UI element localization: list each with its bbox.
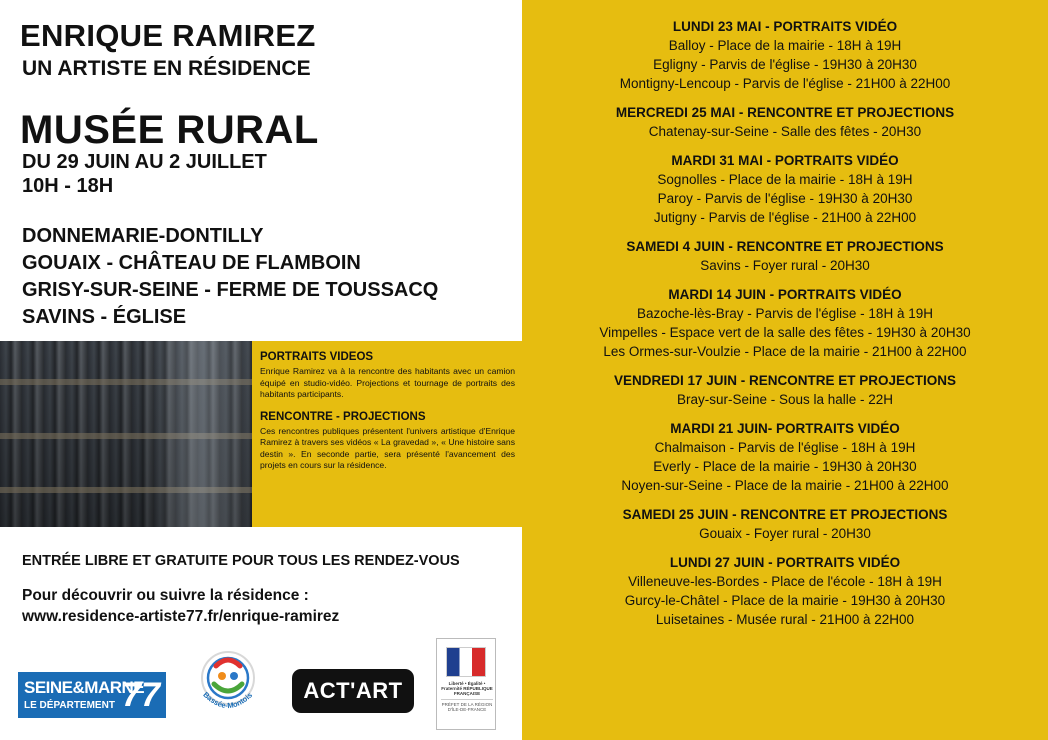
schedule-line: Savins - Foyer rural - 20H30 [700,258,870,273]
schedule-line: Chatenay-sur-Seine - Salle des fêtes - 20H30 [648,124,922,139]
schedule-title: LUNDI 27 JUIN - PORTRAITS VIDÉO [669,555,901,570]
schedule-title: SAMEDI 4 JUIN - RENCONTRE ET PROJECTIONS [626,239,944,254]
logo-text: LE DÉPARTEMENT [24,700,115,711]
schedule-line: Les Ormes-sur-Voulzie - Place de la mairie - 21H00 à 22H00 [603,344,967,359]
schedule-line: Bazoche-lès-Bray - Parvis de l'église - 18H à 19H [637,306,933,321]
schedule-title: VENDREDI 17 JUIN - RENCONTRE ET PROJECTIONS [613,373,957,388]
portraits-description: Enrique Ramirez va à la rencontre des habitants avec un camion équipé en studio-vidéo. Projections et tournage de portraits des habitants participants. [260,366,515,399]
artist-subtitle: UN ARTISTE EN RÉSIDENCE [22,57,311,80]
rencontre-heading: RENCONTRE - PROJECTIONS [260,410,426,423]
schedule-line: Egligny - Parvis de l'église - 19H30 à 20H30 [653,57,917,72]
rencontre-description: Ces rencontres publiques présentent l'univers artistique d'Enrique Ramirez à travers ses vidéos « La gravedad », « Une histoire sans destin ». En seconde partie, sera présenté l'avancement des projets en cours sur la résidence. [260,425,515,470]
schedule-title: MARDI 14 JUIN - PORTRAITS VIDÉO [668,287,902,302]
schedule-title: MARDI 21 JUIN- PORTRAITS VIDÉO [670,421,900,436]
schedule-list [522,17,1048,639]
schedule-line: Gurcy-le-Châtel - Place de la mairie - 19H30 à 20H30 [624,593,946,608]
artist-name: ENRIQUE RAMIREZ [20,18,316,53]
schedule-panel [522,0,1048,740]
prefecture-logo [436,638,496,730]
logo-number: 77 [122,676,160,714]
info-band [0,341,522,527]
residence-link[interactable]: www.residence-artiste77.fr/enrique-ramirez [22,608,340,625]
photo-window-light [150,341,250,527]
schedule-block [522,285,1048,361]
schedule-title: LUNDI 23 MAI - PORTRAITS VIDÉO [672,19,898,34]
schedule-block [522,371,1048,409]
schedule-line: Montigny-Lencoup - Parvis de l'église - 21H00 à 22H00 [619,76,951,91]
republique-text: Liberté • Égalité • Fraternité RÉPUBLIQUE FRANÇAISE [441,681,493,696]
schedule-title: MARDI 31 MAI - PORTRAITS VIDÉO [671,153,899,168]
info-text [260,351,515,482]
actart-logo: ACT'ART [292,669,414,713]
schedule-block [522,419,1048,495]
schedule-line: Balloy - Place de la mairie - 18H à 19H [668,38,902,53]
bassee-montois-logo [186,640,270,724]
free-entry-notice: ENTRÉE LIBRE ET GRATUITE POUR TOUS LES RENDEZ-VOUS [22,553,460,569]
schedule-line: Gouaix - Foyer rural - 20H30 [699,526,871,541]
schedule-block [522,553,1048,629]
museum-title: MUSÉE RURAL [20,108,319,152]
place-item: SAVINS - ÉGLISE [22,306,187,328]
schedule-line: Noyen-sur-Seine - Place de la mairie - 21H00 à 22H00 [621,478,949,493]
marianne-flag-icon [446,647,486,677]
prefet-text: PRÉFET DE LA RÉGION D'ÎLE-DE-FRANCE [441,699,493,712]
place-item: GRISY-SUR-SEINE - FERME DE TOUSSACQ [22,279,439,301]
schedule-line: Luisetaines - Musée rural - 21H00 à 22H00 [655,612,915,627]
exhibition-hours: 10H - 18H [22,175,114,197]
schedule-title: MERCREDI 25 MAI - RENCONTRE ET PROJECTIONS [615,105,955,120]
schedule-line: Vimpelles - Espace vert de la salle des fêtes - 19H30 à 20H30 [599,325,971,340]
places-list [22,223,438,331]
place-item: GOUAIX - CHÂTEAU DE FLAMBOIN [22,252,361,274]
schedule-title: SAMEDI 25 JUIN - RENCONTRE ET PROJECTIONS [622,507,948,522]
left-panel [0,0,522,740]
schedule-line: Bray-sur-Seine - Sous la halle - 22H [676,392,894,407]
bassee-logo-text: Bassée-Montois [201,690,255,711]
schedule-line: Villeneuve-les-Bordes - Place de l'école - 18H à 19H [628,574,942,589]
schedule-block [522,103,1048,141]
exhibition-dates: DU 29 JUIN AU 2 JUILLET [22,151,267,173]
schedule-line: Paroy - Parvis de l'église - 19H30 à 20H30 [657,191,913,206]
seine-et-marne-logo [18,672,166,718]
schedule-line: Everly - Place de la mairie - 19H30 à 20H30 [653,459,917,474]
schedule-line: Chalmaison - Parvis de l'église - 18H à 19H [654,440,916,455]
schedule-line: Jutigny - Parvis de l'église - 21H00 à 22H00 [653,210,917,225]
workshop-photo [0,341,252,527]
logo-text: SEINE&MARNE [24,678,145,697]
schedule-block [522,505,1048,543]
schedule-block [522,237,1048,275]
portraits-heading: PORTRAITS VIDEOS [260,351,374,363]
schedule-block [522,151,1048,227]
discover-text: Pour découvrir ou suivre la résidence : [22,587,309,604]
schedule-block [522,17,1048,93]
schedule-line: Sognolles - Place de la mairie - 18H à 19H [657,172,913,187]
place-item: DONNEMARIE-DONTILLY [22,225,264,247]
